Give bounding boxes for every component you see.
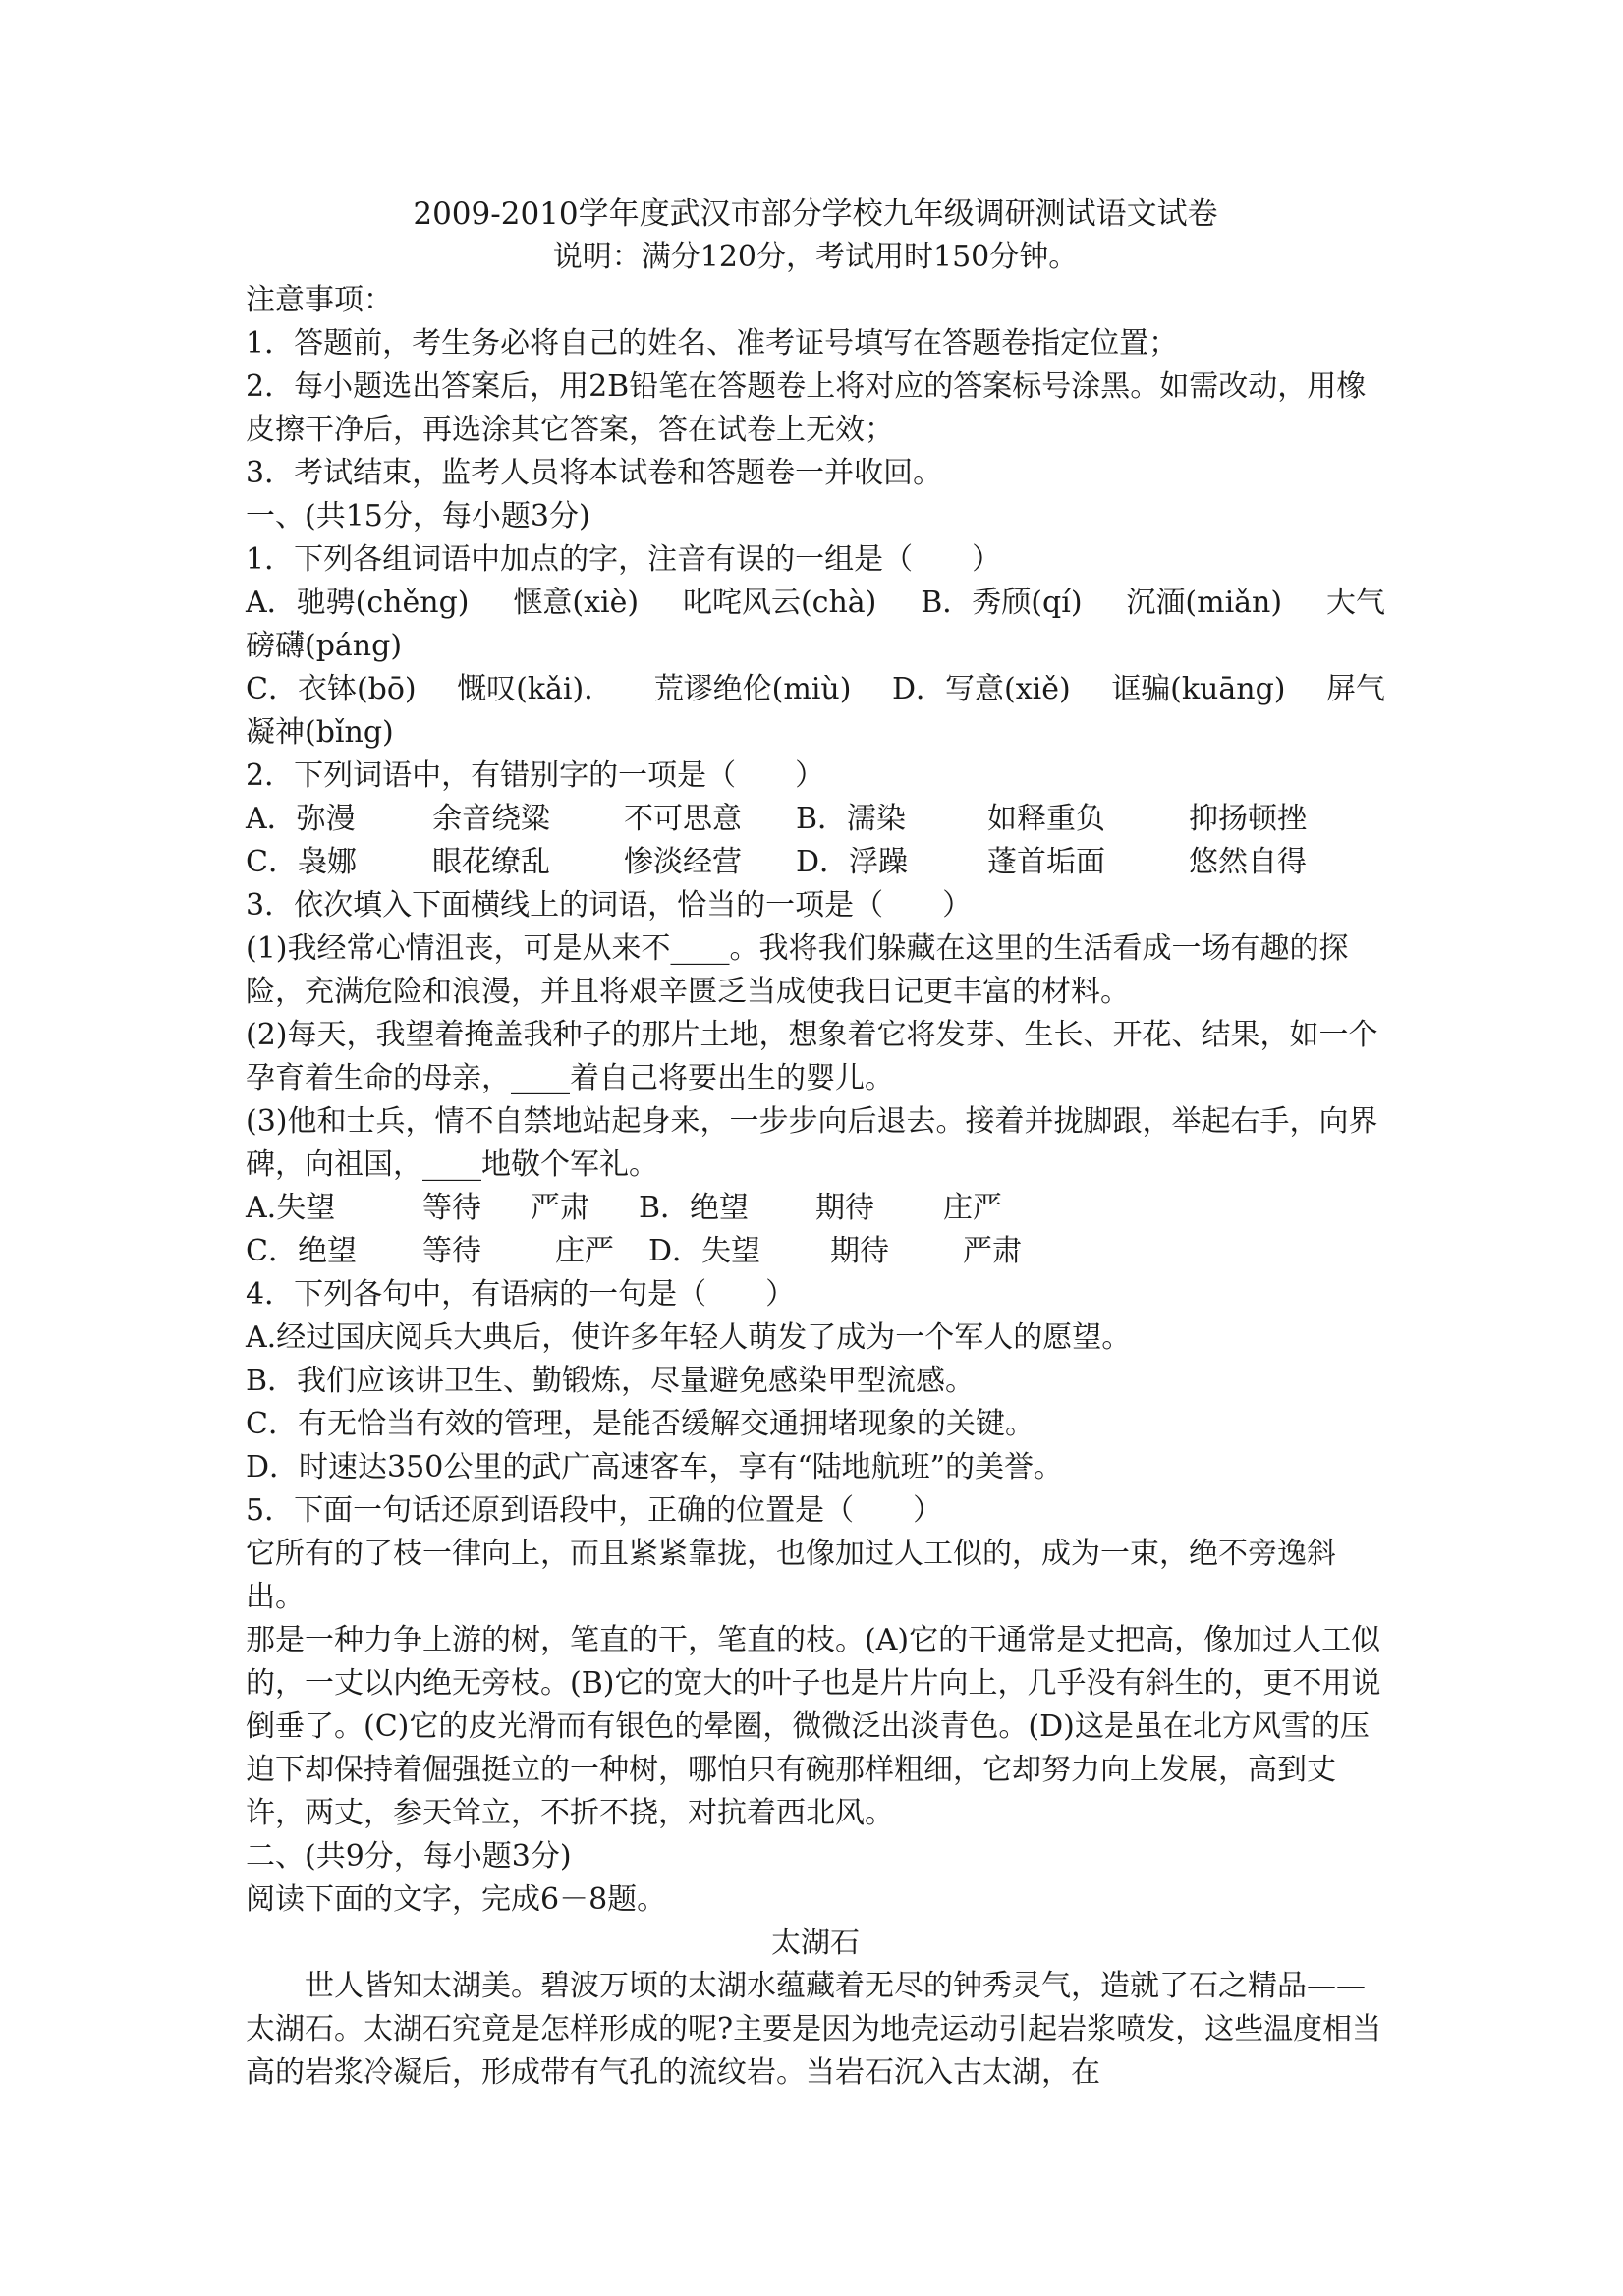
option-cell: A.失望 [246,1191,336,1225]
option-row [246,798,1385,841]
option-cell: 如释重负 [987,802,1105,836]
option-cell: 叱咤风云(chà) [682,586,877,620]
option-line: D．时速达350公里的武广高速客车，享有“陆地航班”的美誉。 [246,1450,1063,1484]
option-cell: D．浮躁 [796,845,909,879]
option-cell: 沉湎(miǎn) [1126,586,1283,620]
option-row [246,582,1385,625]
option-cell: C．绝望 [246,1234,357,1268]
option-line: B．我们应该讲卫生、勤锻炼，尽量避免感染甲型流感。 [246,1364,976,1398]
option-continuation: 磅礴(páng) [246,629,403,663]
question-passage: 那是一种力争上游的树，笔直的干，笔直的枝。(A)它的干通常是丈把高，像加过人工似的，一丈以内绝无旁枝。(B)它的宽大的叶子也是片片向上，几乎没有斜生的，更不用说倒垂了。(C)它的皮光滑而有银色的晕圈，微微泛出淡青色。(D)这是虽在北方风雪的压迫下却保持着倔强挺立的一种树，哪怕只有碗那样粗细，它却努力向上发展，高到丈许，两丈，参天耸立，不折不挠，对抗着西北风。 [246,1623,1381,1830]
option-cell: 严肃 [531,1191,589,1225]
question-sentence: 它所有的了枝一律向上，而且紧紧靠拢，也像加过人工似的，成为一束，绝不旁逸斜出。 [246,1537,1336,1614]
option-cell: B．秀颀(qí) [921,586,1083,620]
note-item: 3．考试结束，监考人员将本试卷和答题卷一并收回。 [246,456,943,490]
option-cell: 等待 [422,1234,481,1268]
option-cell: 庄严 [943,1191,1002,1225]
option-cell: 诓骗(kuāng) [1111,672,1286,706]
option-row [246,841,1385,884]
option-line: C．有无恰当有效的管理，是能否缓解交通拥堵现象的关键。 [246,1407,1035,1441]
option-cell: D．失望 [648,1234,761,1268]
question-paragraph: (2)每天，我望着掩盖我种子的那片土地，想象着它将发芽、生长、开花、结果，如一个孕育着生命的母亲，____着自己将要出生的婴儿。 [246,1018,1378,1095]
option-cell: B．绝望 [639,1191,750,1225]
section-heading: 二、(共9分，每小题3分) [246,1839,572,1874]
option-cell: C．袅娜 [246,845,357,879]
question-paragraph: (1)我经常心情沮丧，可是从来不____。我将我们躲藏在这里的生活看成一场有趣的探险，充满危险和浪漫，并且将艰辛匮乏当成使我日记更丰富的材料。 [246,931,1349,1009]
option-cell: D．写意(xiě) [891,672,1071,706]
notes-heading: 注意事项： [246,283,393,317]
option-cell: 屏气 [1325,672,1385,706]
option-cell: 余音绕粱 [432,802,550,836]
option-cell: 期待 [815,1191,874,1225]
option-cell: B．濡染 [796,802,907,836]
question-stem: 3．依次填入下面横线上的词语，恰当的一项是（ ） [246,888,973,923]
option-cell: 蓬首垢面 [987,845,1105,879]
option-cell: 期待 [830,1234,889,1268]
option-cell: 大气 [1325,586,1385,620]
option-cell: 荒谬绝伦(miù) [653,672,852,706]
option-row [246,1230,1385,1273]
question-stem: 5．下面一句话还原到语段中，正确的位置是（ ） [246,1493,943,1528]
note-item: 1．答题前，考生务必将自己的姓名、准考证号填写在答题卷指定位置； [246,326,1179,361]
option-cell: 庄严 [555,1234,614,1268]
article-title: 太湖石 [771,1926,860,1960]
option-cell: A．驰骋(chěng) [246,586,470,620]
exam-page [246,193,1385,2095]
option-cell: 惬意(xiè) [513,586,640,620]
question-stem: 1．下列各组词语中加点的字，注音有误的一组是（ ） [246,542,1002,577]
question-stem: 4．下列各句中，有语病的一句是（ ） [246,1277,796,1312]
option-cell: 不可思意 [624,802,742,836]
exam-subtitle: 说明：满分120分，考试用时150分钟。 [552,240,1079,274]
question-stem: 2．下列词语中，有错别字的一项是（ ） [246,758,825,793]
option-line: A.经过国庆阅兵大典后，使许多年轻人萌发了成为一个军人的愿望。 [246,1320,1132,1355]
note-item: 2．每小题选出答案后，用2B铅笔在答题卷上将对应的答案标号涂黑。如需改动，用橡皮擦干净后，再选涂其它答案，答在试卷上无效； [246,369,1367,447]
option-cell: 慨叹(kǎi)． [457,672,614,706]
option-cell: C．衣钵(bō) [246,672,417,706]
exam-title: 2009-2010学年度武汉市部分学校九年级调研测试语文试卷 [413,196,1218,232]
question-paragraph: (3)他和士兵，情不自禁地站起身来，一步步向后退去。接着并拢脚跟，举起右手，向界碑，向祖国，____地敬个军礼。 [246,1104,1378,1182]
section-heading: 一、(共15分，每小题3分) [246,499,590,533]
option-cell: 惨淡经营 [624,845,742,879]
option-cell: 抑扬顿挫 [1189,802,1307,836]
option-row [246,1187,1385,1230]
reading-instruction: 阅读下面的文字，完成6－8题。 [246,1882,667,1917]
option-cell: 严肃 [963,1234,1022,1268]
option-cell: 眼花缭乱 [432,845,550,879]
option-continuation: 凝神(bǐng) [246,715,394,750]
option-cell: 悠然自得 [1189,845,1307,879]
option-cell: A．弥漫 [246,802,356,836]
article-paragraph: 世人皆知太湖美。碧波万顷的太湖水蕴藏着无尽的钟秀灵气，造就了石之精品——太湖石。太湖石究竟是怎样形成的呢?主要是因为地壳运动引起岩浆喷发，这些温度相当高的岩浆冷凝后，形成带有气孔的流纹岩。当岩石沉入古太湖，在 [246,1969,1382,2090]
option-row [246,668,1385,711]
option-cell: 等待 [422,1191,481,1225]
